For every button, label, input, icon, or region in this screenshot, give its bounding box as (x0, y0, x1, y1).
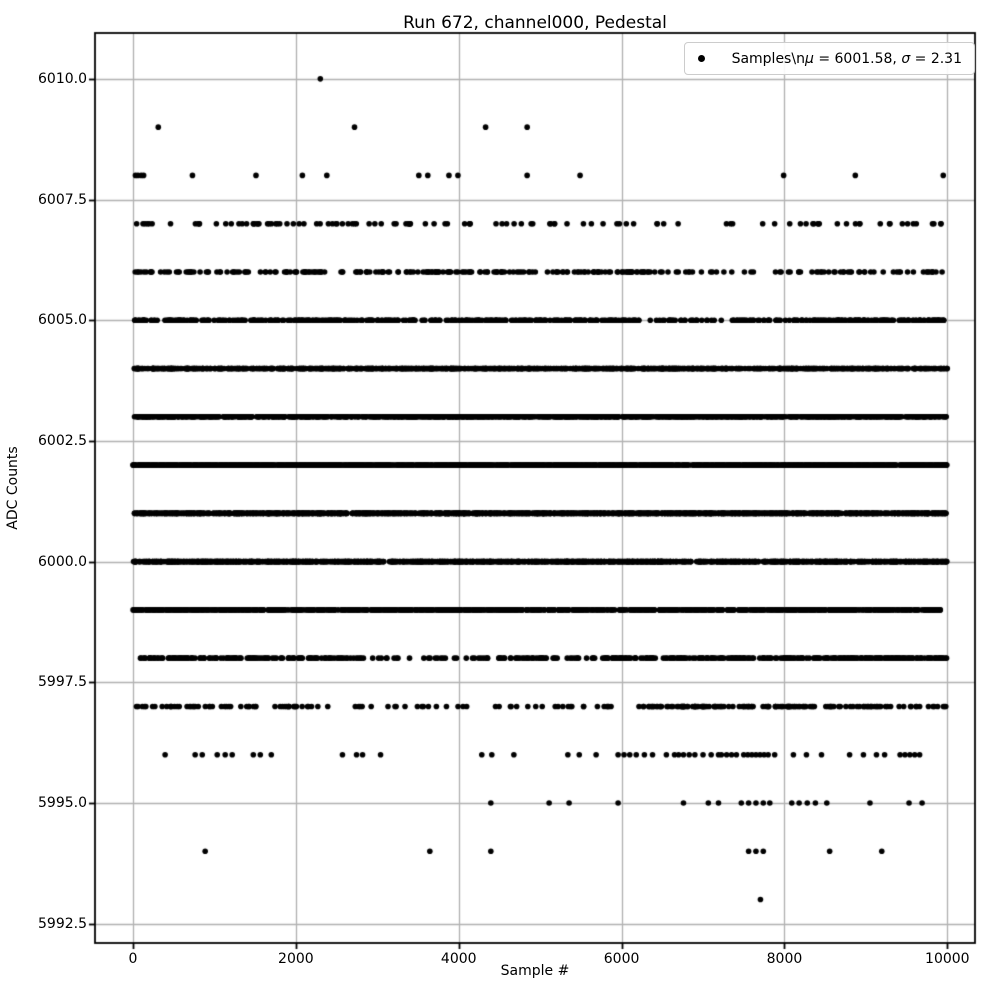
legend-label-part: Samples\n (731, 50, 805, 67)
y-tick-label: 6010.0 (38, 70, 87, 87)
legend-mu-symbol: μ (804, 50, 814, 67)
legend-label (732, 51, 962, 67)
y-axis-label: ADC Counts (5, 446, 21, 530)
legend-label-part: = 2.31 (910, 50, 962, 67)
x-tick-label: 2000 (278, 951, 314, 967)
x-tick-label: 4000 (440, 951, 477, 967)
legend (684, 42, 975, 75)
x-tick-label: 6000 (603, 951, 640, 967)
x-tick-label: 8000 (766, 951, 803, 967)
x-axis-label: Sample # (500, 963, 570, 979)
legend-label-part: = 6001.58, (813, 50, 902, 67)
y-tick-label: 6002.5 (38, 432, 87, 449)
y-tick-label: 5997.5 (38, 674, 87, 691)
legend-sigma-symbol: σ (901, 50, 911, 67)
y-tick-label: 6000.0 (38, 553, 87, 570)
y-tick-label: 6007.5 (38, 191, 87, 208)
scatter-marker-icon (698, 55, 705, 62)
y-tick-label: 5995.0 (38, 795, 87, 811)
x-tick-label: 10000 (925, 951, 970, 967)
chart-title: Run 672, channel000, Pedestal (403, 13, 667, 33)
y-tick-label: 5992.5 (38, 915, 87, 932)
y-tick-label: 6005.0 (38, 312, 87, 329)
x-tick-label: 0 (128, 951, 138, 967)
